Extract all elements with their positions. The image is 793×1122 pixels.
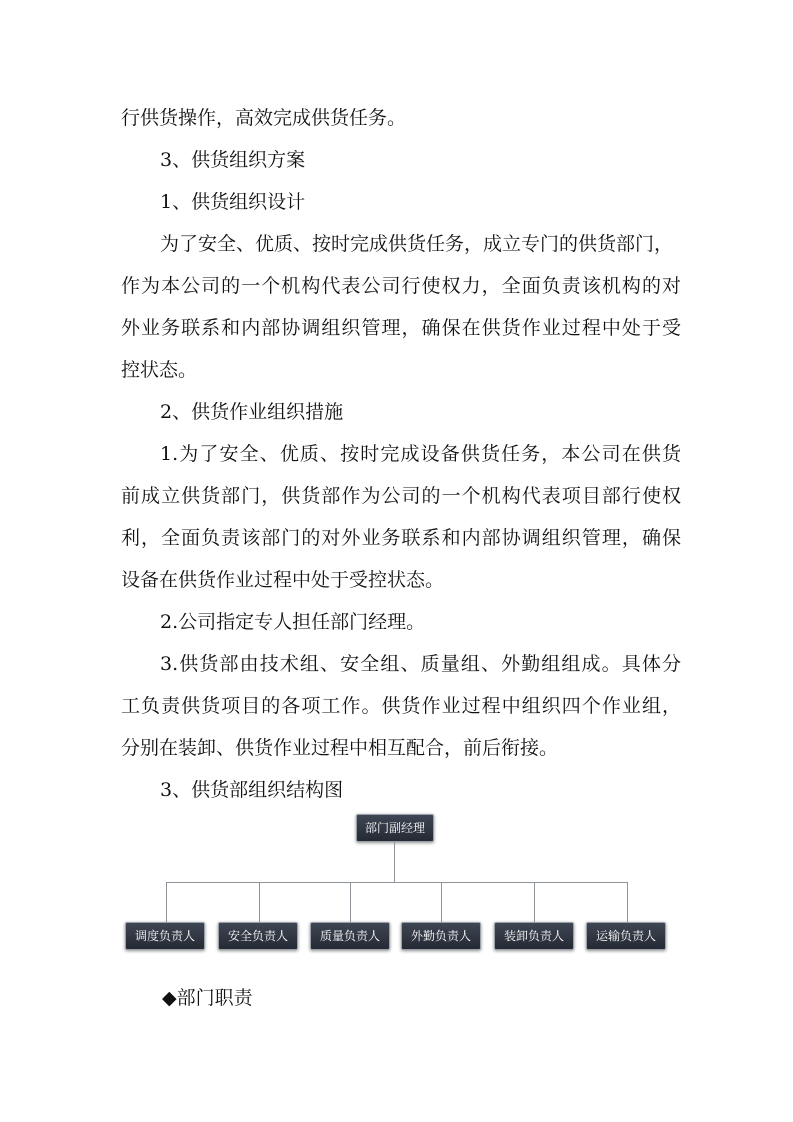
org-child-box: 质量负责人 (310, 922, 390, 950)
paragraph-line: 前成立供货部门，供货部作为公司的一个机构代表项目部行使权 (121, 485, 681, 507)
connector-line (441, 882, 442, 922)
org-child-box: 调度负责人 (125, 922, 205, 950)
heading-organization-plan: 3、供货组织方案 (160, 149, 306, 171)
connector-line (166, 882, 167, 922)
paragraph-line: 控状态。 (121, 359, 198, 381)
heading-organization-design: 1、供货组织设计 (160, 191, 306, 213)
connector-line (259, 882, 260, 922)
paragraph-continuation: 行供货操作，高效完成供货任务。 (121, 107, 407, 129)
org-child-box: 装卸负责人 (494, 922, 574, 950)
paragraph-line: 外业务联系和内部协调组织管理，确保在供货作业过程中处于受 (121, 317, 681, 339)
org-child-box: 外勤负责人 (401, 922, 481, 950)
section-heading-duties: ◆部门职责 (162, 987, 253, 1009)
heading-org-chart: 3、供货部组织结构图 (160, 779, 344, 801)
connector-line (534, 882, 535, 922)
org-root-box: 部门副经理 (356, 814, 434, 842)
paragraph-line: 为了安全、优质、按时完成供货任务，成立专门的供货部门， (160, 233, 674, 255)
paragraph-line: 作为本公司的一个机构代表公司行使权力，全面负责该机构的对 (121, 275, 681, 297)
paragraph-line: 1.为了安全、优质、按时完成设备供货任务，本公司在供货 (160, 443, 681, 465)
paragraph-line: 工负责供货项目的各项工作。供货作业过程中组织四个作业组， (121, 695, 681, 717)
paragraph-line: 3.供货部由技术组、安全组、质量组、外勤组组成。具体分 (160, 653, 681, 675)
connector-line (627, 882, 628, 922)
org-child-box: 运输负责人 (586, 922, 666, 950)
paragraph-line: 2.公司指定专人担任部门经理。 (160, 611, 426, 633)
heading-work-measures: 2、供货作业组织措施 (160, 401, 344, 423)
connector-line (166, 882, 628, 883)
paragraph-line: 分别在装卸、供货作业过程中相互配合，前后衔接。 (121, 737, 559, 759)
paragraph-line: 设备在供货作业过程中处于受控状态。 (121, 569, 445, 591)
connector-line (350, 882, 351, 922)
connector-line (394, 842, 395, 882)
paragraph-line: 利，全面负责该部门的对外业务联系和内部协调组织管理，确保 (121, 527, 681, 549)
org-child-box: 安全负责人 (218, 922, 298, 950)
